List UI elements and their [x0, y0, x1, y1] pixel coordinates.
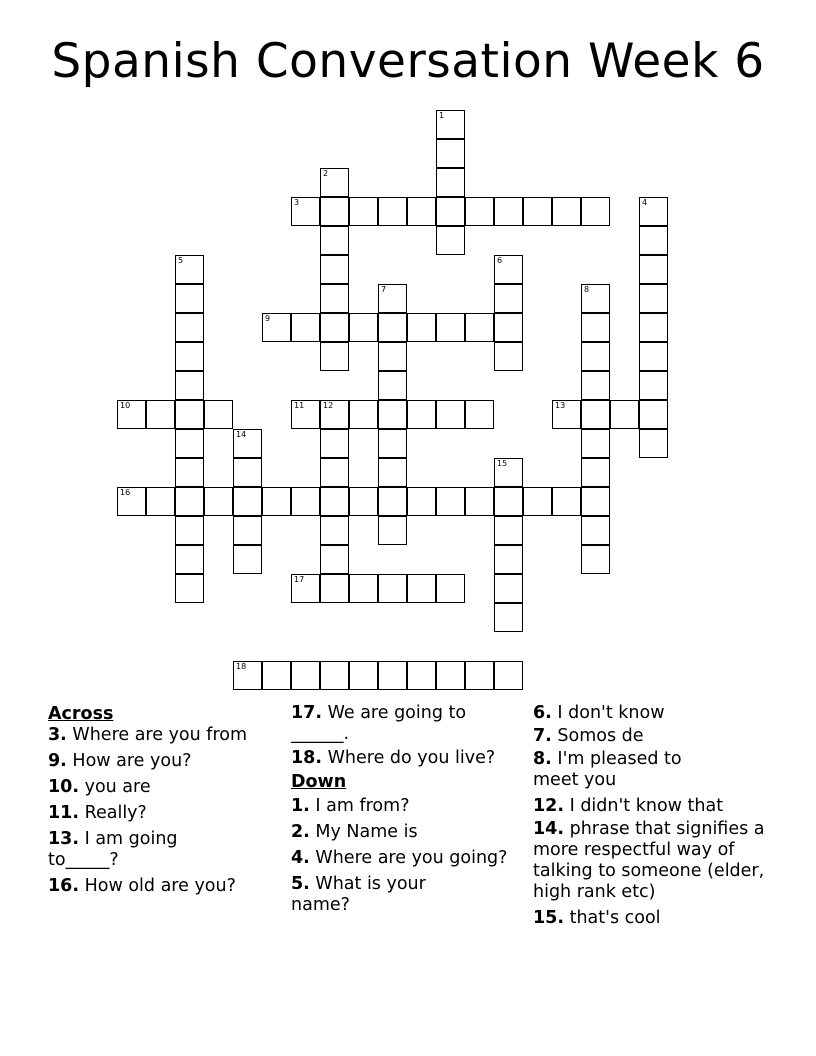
grid-cell[interactable]	[378, 371, 407, 400]
grid-cell[interactable]	[581, 429, 610, 458]
grid-cell[interactable]	[233, 661, 262, 690]
clue-number-label: 2	[323, 169, 329, 178]
grid-cell[interactable]	[175, 458, 204, 487]
grid-cell[interactable]	[349, 574, 378, 603]
grid-cell[interactable]	[494, 574, 523, 603]
clue-number-label: 8	[584, 285, 590, 294]
grid-cell[interactable]	[407, 574, 436, 603]
grid-cell[interactable]	[494, 458, 523, 487]
clue-number-label: 11	[294, 401, 305, 410]
grid-cell[interactable]	[262, 313, 291, 342]
grid-cell[interactable]	[378, 661, 407, 690]
clue-number-label: 1	[439, 111, 445, 120]
grid-cell[interactable]	[349, 661, 378, 690]
grid-cell[interactable]	[320, 516, 349, 545]
grid-cell[interactable]	[175, 255, 204, 284]
grid-cell[interactable]	[465, 197, 494, 226]
grid-cell[interactable]	[204, 400, 233, 429]
grid-cell[interactable]	[291, 487, 320, 516]
clue-down-4: 4. Where are you going?	[291, 848, 508, 868]
clue-down-7: 7. Somos de	[533, 726, 644, 746]
grid-cell[interactable]	[407, 661, 436, 690]
grid-cell[interactable]	[581, 313, 610, 342]
grid-cell[interactable]	[639, 284, 668, 313]
grid-cell[interactable]	[494, 661, 523, 690]
grid-cell[interactable]	[436, 400, 465, 429]
clue-number-label: 3	[294, 198, 300, 207]
grid-cell[interactable]	[233, 429, 262, 458]
clue-number-label: 7	[381, 285, 387, 294]
grid-cell[interactable]	[465, 400, 494, 429]
grid-cell[interactable]	[581, 371, 610, 400]
clue-column-1	[48, 703, 273, 902]
grid-cell[interactable]	[436, 197, 465, 226]
clue-across-10: 10. you are	[48, 777, 151, 797]
across-heading: Across	[48, 704, 114, 724]
grid-cell[interactable]	[581, 197, 610, 226]
grid-cell[interactable]	[378, 313, 407, 342]
grid-cell[interactable]	[639, 342, 668, 371]
clue-column-2	[291, 703, 523, 921]
grid-cell[interactable]	[494, 603, 523, 632]
clue-down-15: 15. that's cool	[533, 908, 661, 928]
clue-down-5: 5. What is your name?	[291, 874, 426, 915]
down-heading: Down	[291, 772, 347, 792]
clue-number-label: 12	[323, 401, 334, 410]
grid-cell[interactable]	[436, 139, 465, 168]
grid-cell[interactable]	[581, 458, 610, 487]
clue-number-label: 18	[236, 662, 247, 671]
grid-cell[interactable]	[639, 226, 668, 255]
page-title: Spanish Conversation Week 6	[51, 34, 765, 89]
clue-down-8: 8. I'm pleased to meet you	[533, 749, 682, 790]
grid-cell[interactable]	[262, 661, 291, 690]
grid-cell[interactable]	[552, 400, 581, 429]
grid-cell[interactable]	[494, 284, 523, 313]
grid-cell[interactable]	[378, 458, 407, 487]
grid-cell[interactable]	[581, 400, 610, 429]
grid-cell[interactable]	[320, 226, 349, 255]
grid-cell[interactable]	[146, 400, 175, 429]
clue-number-label: 6	[497, 256, 503, 265]
clue-down-6: 6. I don't know	[533, 703, 665, 723]
grid-cell[interactable]	[175, 313, 204, 342]
clue-across-3: 3. Where are you from	[48, 725, 248, 745]
grid-cell[interactable]	[639, 255, 668, 284]
grid-cell[interactable]	[146, 487, 175, 516]
grid-cell[interactable]	[320, 661, 349, 690]
grid-cell[interactable]	[175, 400, 204, 429]
grid-cell[interactable]	[378, 429, 407, 458]
clue-number-label: 15	[497, 459, 508, 468]
grid-cell[interactable]	[291, 400, 320, 429]
grid-cell[interactable]	[581, 487, 610, 516]
grid-cell[interactable]	[320, 458, 349, 487]
grid-cell[interactable]	[639, 313, 668, 342]
grid-cell[interactable]	[581, 342, 610, 371]
grid-cell[interactable]	[552, 197, 581, 226]
grid-cell[interactable]	[320, 429, 349, 458]
grid-cell[interactable]	[436, 313, 465, 342]
grid-cell[interactable]	[639, 371, 668, 400]
grid-cell[interactable]	[320, 255, 349, 284]
grid-cell[interactable]	[233, 545, 262, 574]
clue-across-17: 17. We are going to ______.	[291, 703, 467, 744]
grid-cell[interactable]	[378, 487, 407, 516]
grid-cell[interactable]	[378, 197, 407, 226]
grid-cell[interactable]	[523, 197, 552, 226]
grid-cell[interactable]	[407, 487, 436, 516]
clue-number-label: 4	[642, 198, 648, 207]
clue-down-12: 12. I didn't know that	[533, 796, 724, 816]
grid-cell[interactable]	[175, 371, 204, 400]
grid-cell[interactable]	[233, 458, 262, 487]
grid-cell[interactable]	[581, 284, 610, 313]
grid-cell[interactable]	[378, 400, 407, 429]
grid-cell[interactable]	[523, 487, 552, 516]
grid-cell[interactable]	[494, 197, 523, 226]
grid-cell[interactable]	[436, 487, 465, 516]
grid-cell[interactable]	[117, 487, 146, 516]
grid-cell[interactable]	[465, 487, 494, 516]
grid-cell[interactable]	[349, 313, 378, 342]
grid-cell[interactable]	[175, 487, 204, 516]
grid-cell[interactable]	[639, 197, 668, 226]
grid-cell[interactable]	[378, 516, 407, 545]
grid-cell[interactable]	[494, 545, 523, 574]
grid-cell[interactable]	[175, 545, 204, 574]
grid-cell[interactable]	[494, 342, 523, 371]
clue-across-11: 11. Really?	[48, 803, 147, 823]
clue-across-18: 18. Where do you live?	[291, 748, 496, 768]
grid-cell[interactable]	[436, 110, 465, 139]
grid-cell[interactable]	[291, 661, 320, 690]
grid-cell[interactable]	[581, 545, 610, 574]
grid-cell[interactable]	[262, 487, 291, 516]
grid-cell[interactable]	[320, 400, 349, 429]
clue-number-label: 9	[265, 314, 271, 323]
grid-cell[interactable]	[378, 342, 407, 371]
grid-cell[interactable]	[175, 574, 204, 603]
grid-cell[interactable]	[291, 313, 320, 342]
grid-cell[interactable]	[291, 197, 320, 226]
grid-cell[interactable]	[117, 400, 146, 429]
clue-across-16: 16. How old are you?	[48, 876, 236, 896]
grid-cell[interactable]	[494, 255, 523, 284]
grid-cell[interactable]	[320, 545, 349, 574]
grid-cell[interactable]	[320, 284, 349, 313]
clue-number-label: 14	[236, 430, 247, 439]
grid-cell[interactable]	[320, 574, 349, 603]
grid-cell[interactable]	[407, 197, 436, 226]
clue-across-13: 13. I am going to_____?	[48, 829, 178, 870]
grid-cell[interactable]	[436, 661, 465, 690]
grid-cell[interactable]	[494, 516, 523, 545]
clue-number-label: 10	[120, 401, 131, 410]
grid-cell[interactable]	[320, 197, 349, 226]
grid-cell[interactable]	[552, 487, 581, 516]
grid-cell[interactable]	[436, 168, 465, 197]
grid-cell[interactable]	[233, 516, 262, 545]
grid-cell[interactable]	[175, 516, 204, 545]
grid-cell[interactable]	[204, 487, 233, 516]
grid-cell[interactable]	[175, 342, 204, 371]
clue-down-2: 2. My Name is	[291, 822, 418, 842]
grid-cell[interactable]	[436, 574, 465, 603]
grid-cell[interactable]	[175, 284, 204, 313]
grid-cell[interactable]	[320, 487, 349, 516]
clue-number-label: 13	[555, 401, 566, 410]
clue-across-9: 9. How are you?	[48, 751, 192, 771]
grid-cell[interactable]	[378, 284, 407, 313]
grid-cell[interactable]	[465, 313, 494, 342]
grid-cell[interactable]	[291, 574, 320, 603]
grid-cell[interactable]	[639, 429, 668, 458]
grid-cell[interactable]	[378, 574, 407, 603]
clue-down-1: 1. I am from?	[291, 796, 410, 816]
grid-cell[interactable]	[436, 226, 465, 255]
clue-number-label: 16	[120, 488, 131, 497]
grid-cell[interactable]	[349, 487, 378, 516]
clue-number-label: 17	[294, 575, 305, 584]
grid-cell[interactable]	[639, 400, 668, 429]
grid-cell[interactable]	[320, 342, 349, 371]
grid-cell[interactable]	[407, 400, 436, 429]
clue-column-3	[533, 703, 773, 934]
grid-cell[interactable]	[233, 487, 262, 516]
clue-number-label: 5	[178, 256, 184, 265]
clue-down-14: 14. phrase that signifies a more respectful way of talking to someone (elder, high rank etc)	[533, 819, 765, 902]
grid-cell[interactable]	[349, 197, 378, 226]
grid-cell[interactable]	[610, 400, 639, 429]
grid-cell[interactable]	[349, 400, 378, 429]
grid-cell[interactable]	[494, 313, 523, 342]
grid-cell[interactable]	[320, 168, 349, 197]
grid-cell[interactable]	[581, 516, 610, 545]
grid-cell[interactable]	[175, 429, 204, 458]
grid-cell[interactable]	[320, 313, 349, 342]
grid-cell[interactable]	[407, 313, 436, 342]
grid-cell[interactable]	[465, 661, 494, 690]
grid-cell[interactable]	[494, 487, 523, 516]
